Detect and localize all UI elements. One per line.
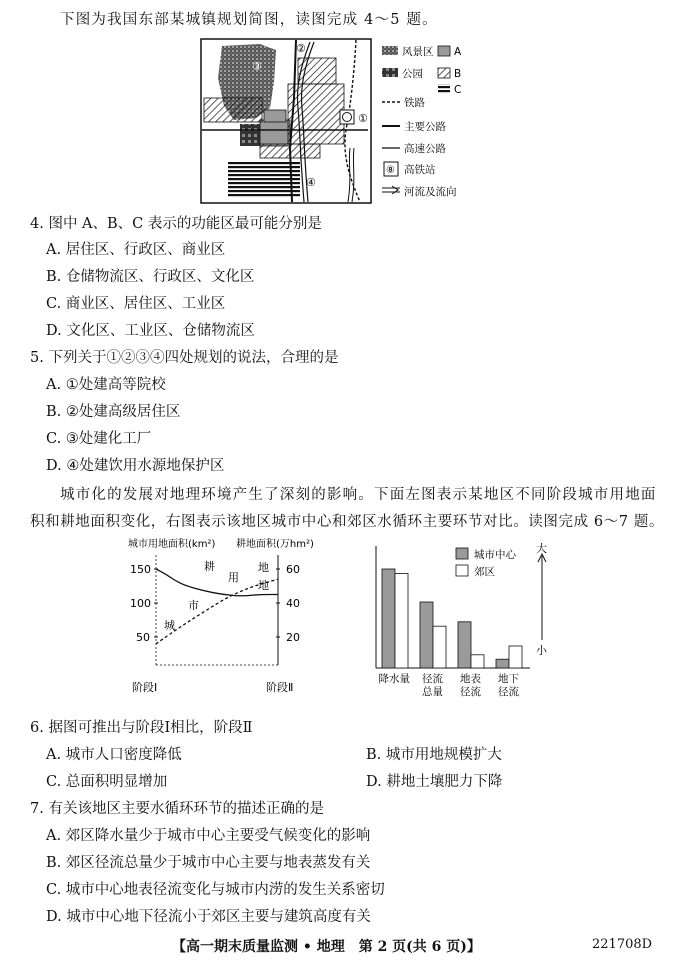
legend-city-swatch xyxy=(456,548,468,559)
bar-suburb-4 xyxy=(509,646,522,668)
svg-text:40: 40 xyxy=(286,597,300,610)
page-footer: 【高一期末质量监测 • 地理 第 2 页(共 6 页)】 xyxy=(172,939,481,955)
bar-city-2 xyxy=(420,602,433,668)
farmland-label-2: 用 xyxy=(228,571,239,584)
bar-suburb-2 xyxy=(433,626,446,668)
q4-stem: 4. 图中 A、B、C 表示的功能区最可能分别是 xyxy=(30,216,322,232)
category-label-1: 降水量 xyxy=(378,673,410,685)
marker-4: ④ xyxy=(306,176,316,189)
marker-1: ① xyxy=(358,112,368,125)
q6-stem: 6. 据图可推出与阶段Ⅰ相比，阶段Ⅱ xyxy=(30,720,253,736)
category-label-4: 地下 xyxy=(498,673,519,685)
urban-label-3: 地 xyxy=(258,579,269,592)
size-axis-top: 大 xyxy=(536,542,547,555)
bar-suburb-1 xyxy=(395,573,408,668)
svg-text:150: 150 xyxy=(130,563,151,576)
water-cycle-bar-chart xyxy=(370,540,560,698)
intro2-line1: 城市化的发展对地理环境产生了深刻的影响。下面左图表示某地区不同阶段城市用地面 xyxy=(60,487,657,503)
category-label-3: 地表 xyxy=(460,673,481,685)
farmland-label-3: 地 xyxy=(258,561,269,574)
q5-option-a[interactable]: A. ①处建高等院校 xyxy=(46,377,166,393)
map-legend xyxy=(382,46,462,198)
category-label-4: 径流 xyxy=(498,686,519,698)
q4-option-b[interactable]: B. 仓储物流区、行政区、文化区 xyxy=(46,269,255,285)
category-label-3: 径流 xyxy=(460,686,481,698)
bar-city-4 xyxy=(496,659,509,668)
q5-option-d[interactable]: D. ④处建饮用水源地保护区 xyxy=(46,458,225,474)
svg-text:B: B xyxy=(454,68,462,80)
land-area-chart xyxy=(128,533,348,693)
area-a xyxy=(260,120,290,146)
x-label-stage1: 阶段Ⅰ xyxy=(132,681,158,693)
q6-option-a[interactable]: A. 城市人口密度降低 xyxy=(46,747,182,763)
bar-suburb-3 xyxy=(471,655,484,668)
q7-option-d[interactable]: D. 城市中心地下径流小于郊区主要与建筑高度有关 xyxy=(46,909,371,925)
urban-label-1: 城 xyxy=(164,619,175,632)
left-axis-label: 城市用地面积(km²) xyxy=(128,539,216,550)
q7-option-a[interactable]: A. 郊区降水量少于城市中心主要受气候变化的影响 xyxy=(46,828,371,844)
q5-option-b[interactable]: B. ②处建高级居住区 xyxy=(46,404,181,420)
svg-text:100: 100 xyxy=(130,597,151,610)
bar-city-1 xyxy=(382,569,395,668)
doc-code: 221708D xyxy=(592,937,653,952)
svg-text:风景区: 风景区 xyxy=(402,46,434,58)
svg-text:铁路: 铁路 xyxy=(404,97,425,109)
svg-text:60: 60 xyxy=(286,563,300,576)
category-label-2: 总量 xyxy=(422,686,443,698)
svg-text:高铁站: 高铁站 xyxy=(404,164,436,176)
legend-city-label: 城市中心 xyxy=(474,549,516,561)
urban-label-2: 市 xyxy=(188,599,199,612)
town-plan-map xyxy=(200,38,475,206)
category-label-2: 径流 xyxy=(422,673,443,685)
marker-3: ③ xyxy=(252,60,262,73)
svg-text:高速公路: 高速公路 xyxy=(404,143,446,155)
bar-city-3 xyxy=(458,622,471,668)
svg-text:50: 50 xyxy=(136,631,150,644)
q4-option-d[interactable]: D. 文化区、工业区、仓储物流区 xyxy=(46,323,255,339)
intro-text: 下图为我国东部某城镇规划简图，读图完成 4～5 题。 xyxy=(60,12,438,28)
marker-2: ② xyxy=(296,42,306,55)
q4-option-a[interactable]: A. 居住区、行政区、商业区 xyxy=(46,242,226,258)
svg-text:河流及流向: 河流及流向 xyxy=(404,186,457,198)
q7-option-b[interactable]: B. 郊区径流总量少于城市中心主要与地表蒸发有关 xyxy=(46,855,371,871)
right-axis-label: 耕地面积(万hm²) xyxy=(236,539,314,550)
q6-option-d[interactable]: D. 耕地土壤肥力下降 xyxy=(366,774,503,790)
svg-text:⑧: ⑧ xyxy=(386,165,395,176)
intro2-line2: 积和耕地面积变化，右图表示该地区城市中心和郊区水循环主要环节对比。读图完成 6～7 题。 xyxy=(30,514,665,530)
q5-stem: 5. 下列关于①②③④四处规划的说法，合理的是 xyxy=(30,350,339,366)
svg-text:20: 20 xyxy=(286,631,300,644)
area-c xyxy=(228,162,300,198)
q5-option-c[interactable]: C. ③处建化工厂 xyxy=(46,431,152,447)
svg-text:C: C xyxy=(454,84,462,96)
q7-stem: 7. 有关该地区主要水循环环节的描述正确的是 xyxy=(30,801,324,817)
farmland-label-1: 耕 xyxy=(204,560,215,573)
q4-option-c[interactable]: C. 商业区、居住区、工业区 xyxy=(46,296,226,312)
size-axis-bottom: 小 xyxy=(536,644,547,657)
legend-suburb-label: 郊区 xyxy=(474,566,495,578)
x-label-stage2: 阶段Ⅱ xyxy=(266,681,294,693)
svg-text:A: A xyxy=(454,46,462,58)
q6-option-b[interactable]: B. 城市用地规模扩大 xyxy=(366,747,502,763)
svg-text:主要公路: 主要公路 xyxy=(404,121,446,133)
legend-suburb-swatch xyxy=(456,565,468,576)
svg-text:公园: 公园 xyxy=(402,68,423,80)
q6-option-c[interactable]: C. 总面积明显增加 xyxy=(46,774,168,790)
q7-option-c[interactable]: C. 城市中心地表径流变化与城市内涝的发生关系密切 xyxy=(46,882,385,898)
area-b xyxy=(204,98,262,122)
